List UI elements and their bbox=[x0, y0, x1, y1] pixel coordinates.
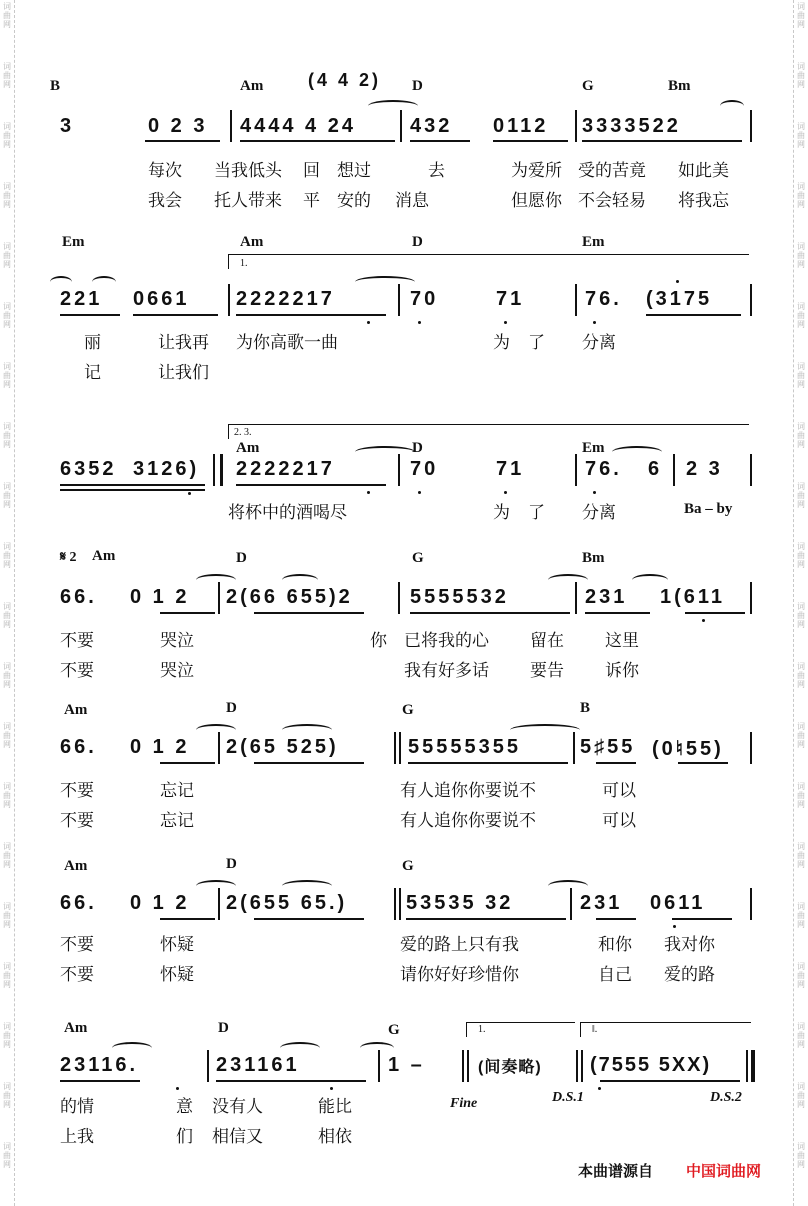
lyric-line-1: 我对你 bbox=[664, 935, 715, 955]
lyric-line-1: 为 bbox=[493, 333, 510, 353]
low-octave-dot bbox=[367, 491, 370, 494]
note-group: 0661 bbox=[133, 288, 190, 310]
bar-line bbox=[394, 732, 396, 764]
bar-line bbox=[378, 1050, 380, 1082]
note-group: 432 bbox=[410, 115, 453, 137]
note-group: (4 4 2) bbox=[308, 70, 382, 90]
lyric-line-2: 将我忘 bbox=[678, 191, 729, 211]
bar-line bbox=[399, 732, 401, 764]
watermark-text: 词 曲 网 bbox=[3, 602, 11, 629]
lyric-line-2: 可以 bbox=[602, 811, 636, 831]
slur bbox=[510, 724, 580, 736]
beam bbox=[582, 140, 742, 142]
bar-line bbox=[399, 888, 401, 920]
chord: Em bbox=[62, 234, 85, 250]
slur bbox=[368, 100, 418, 112]
bar-line bbox=[398, 284, 400, 316]
watermark-text: 词 曲 网 bbox=[3, 482, 11, 509]
watermark-text: 词 曲 网 bbox=[3, 662, 11, 689]
note-group: 0 1 2 bbox=[130, 586, 190, 608]
note-group: 23116. bbox=[60, 1054, 139, 1076]
slur bbox=[196, 574, 236, 586]
lyric-line-1: 能比 bbox=[318, 1097, 352, 1117]
low-octave-dot bbox=[330, 1087, 333, 1090]
repeat-bar bbox=[220, 454, 223, 486]
beam bbox=[646, 314, 741, 316]
slur bbox=[632, 574, 668, 586]
watermark-text: 词 曲 网 bbox=[3, 422, 11, 449]
chord: Am bbox=[64, 702, 88, 718]
lyric-line-2: 诉你 bbox=[605, 661, 639, 681]
beam bbox=[60, 314, 120, 316]
bar-line bbox=[673, 454, 675, 486]
lyric-line-1: 留在 bbox=[530, 631, 564, 651]
slur bbox=[548, 880, 588, 892]
watermark-text: 词 曲 网 bbox=[797, 842, 805, 869]
lyric-line-1: 意 bbox=[176, 1097, 193, 1117]
beam bbox=[678, 762, 728, 764]
bar-line bbox=[750, 732, 752, 764]
watermark-text: 词 曲 网 bbox=[3, 1082, 11, 1109]
watermark-text: 词 曲 网 bbox=[3, 722, 11, 749]
lyric-line-1: 爱的路上只有我 bbox=[400, 935, 519, 955]
lyric-line-1: 丽 bbox=[84, 333, 101, 353]
lyric-line-1: 你 bbox=[370, 631, 387, 651]
lyric-line-1: 为爱所 bbox=[511, 161, 562, 181]
slur bbox=[196, 724, 236, 736]
beam bbox=[160, 918, 215, 920]
chord: D bbox=[412, 78, 423, 94]
bar-line bbox=[750, 454, 752, 486]
lyric-line-1: 了 bbox=[528, 333, 545, 353]
lyric-line-1: 每次 bbox=[148, 161, 182, 181]
lyric-line-2: 不要 bbox=[60, 661, 94, 681]
site-link[interactable]: 中国词曲网 bbox=[686, 1162, 762, 1180]
beam bbox=[145, 140, 220, 142]
lyric-line-1: 了 bbox=[528, 503, 545, 523]
lyric-line-1: 分离 bbox=[582, 503, 616, 523]
watermark-text: 词 曲 网 bbox=[797, 782, 805, 809]
beam bbox=[60, 484, 205, 486]
note-group: 2 3 bbox=[686, 458, 723, 480]
slur bbox=[92, 276, 116, 288]
lyric-line-1: 当我低头 bbox=[214, 161, 282, 181]
lyric-line-1: 回 bbox=[303, 161, 320, 181]
low-octave-dot bbox=[418, 491, 421, 494]
lyric-line-1: 可以 bbox=[602, 781, 636, 801]
lyric-line-2: 们 bbox=[176, 1127, 193, 1147]
watermark-text: 词 曲 网 bbox=[3, 362, 11, 389]
bar-line bbox=[573, 732, 575, 764]
lyric-line-2: 不要 bbox=[60, 811, 94, 831]
watermark-text: 词 曲 网 bbox=[797, 1082, 805, 1109]
bar-line bbox=[576, 1050, 578, 1082]
note-group: 0 2 3 bbox=[148, 115, 208, 137]
slur bbox=[282, 880, 332, 892]
lyric-line-2: 安的 bbox=[337, 191, 371, 211]
note-group: 1 – bbox=[388, 1054, 425, 1076]
watermark-text: 词 曲 网 bbox=[3, 782, 11, 809]
beam bbox=[596, 762, 636, 764]
beam bbox=[410, 612, 570, 614]
lyric-line-1: 想过 bbox=[337, 161, 371, 181]
watermark-text: 词 曲 网 bbox=[797, 2, 805, 29]
low-octave-dot bbox=[593, 491, 596, 494]
lyric-line-1: 有人追你你要说不 bbox=[400, 781, 536, 801]
beam bbox=[600, 1080, 740, 1082]
note-group: 0112 bbox=[493, 115, 549, 137]
lyric-line-2: 我有好多话 bbox=[404, 661, 489, 681]
lyric-line-1: 这里 bbox=[605, 631, 639, 651]
lyric-line-1: 没有人 bbox=[212, 1097, 263, 1117]
bar-line bbox=[400, 110, 402, 142]
note-group: 76. bbox=[585, 458, 622, 480]
beam bbox=[240, 140, 395, 142]
low-octave-dot bbox=[188, 492, 191, 495]
note-group: 0611 bbox=[650, 892, 706, 914]
note-group: 2222217 bbox=[236, 288, 335, 310]
chord: D bbox=[412, 234, 423, 250]
lyric-line-2: 自己 bbox=[598, 965, 632, 985]
lyric-line-1: 不要 bbox=[60, 631, 94, 651]
lyric-line-2: 忘记 bbox=[160, 811, 194, 831]
chord: G bbox=[412, 550, 424, 566]
watermark-text: 词 曲 网 bbox=[3, 842, 11, 869]
watermark-text: 词 曲 网 bbox=[3, 1142, 11, 1169]
watermark-text: 词 曲 网 bbox=[797, 542, 805, 569]
watermark-text: 词 曲 网 bbox=[797, 902, 805, 929]
bar-line bbox=[218, 732, 220, 764]
slur bbox=[355, 446, 415, 458]
note-group: 231 bbox=[585, 586, 628, 608]
watermark-text: 词 曲 网 bbox=[3, 962, 11, 989]
segno-sign: 𝄋 2 bbox=[60, 550, 77, 565]
bar-line bbox=[230, 110, 232, 142]
lyric-line-1: Ba – by bbox=[684, 501, 733, 517]
lyric-line-2: 上我 bbox=[60, 1127, 94, 1147]
lyric-line-1: 分离 bbox=[582, 333, 616, 353]
lyric-line-2: 但愿你 bbox=[511, 191, 562, 211]
beam bbox=[160, 612, 215, 614]
beam bbox=[254, 612, 364, 614]
beam bbox=[60, 1080, 140, 1082]
beam bbox=[254, 918, 364, 920]
slur bbox=[282, 724, 332, 736]
low-octave-dot bbox=[504, 491, 507, 494]
slur bbox=[280, 1042, 320, 1054]
note-group: 66. bbox=[60, 736, 97, 758]
bar-line bbox=[575, 110, 577, 142]
beam bbox=[672, 918, 732, 920]
note-group: 70 bbox=[410, 458, 439, 480]
watermark-text: 词 曲 网 bbox=[3, 2, 11, 29]
beam bbox=[685, 612, 745, 614]
beam bbox=[236, 314, 386, 316]
lyric-line-1: 的情 bbox=[60, 1097, 94, 1117]
bar-line bbox=[570, 888, 572, 920]
chord: Em bbox=[582, 440, 605, 456]
slur bbox=[282, 574, 318, 586]
lyric-line-2: 哭泣 bbox=[160, 661, 194, 681]
chord: D bbox=[226, 700, 237, 716]
chord: B bbox=[580, 700, 591, 716]
lyric-line-1: 和你 bbox=[598, 935, 632, 955]
lyric-line-1: 为你高歌一曲 bbox=[236, 333, 338, 353]
bar-line bbox=[228, 284, 230, 316]
chord: Bm bbox=[668, 78, 691, 94]
volta-bracket bbox=[228, 254, 749, 269]
slur bbox=[112, 1042, 152, 1054]
lyric-line-2: 相信又 bbox=[212, 1127, 263, 1147]
volta-label: 1. bbox=[478, 1024, 486, 1035]
watermark-text: 词 曲 网 bbox=[3, 1022, 11, 1049]
lyric-line-1: 已将我的心 bbox=[404, 631, 489, 651]
note-group: 3126) bbox=[133, 458, 200, 480]
note-group: 2(655 65.) bbox=[226, 892, 348, 914]
note-group: 53535 32 bbox=[406, 892, 514, 914]
note-group: 5♯55 bbox=[580, 736, 636, 758]
note-group: 2(65 525) bbox=[226, 736, 339, 758]
chord: D bbox=[218, 1020, 229, 1036]
chord: B bbox=[50, 78, 61, 94]
watermark-text: 词 曲 网 bbox=[797, 362, 805, 389]
beam bbox=[596, 918, 636, 920]
lyric-line-1: 不要 bbox=[60, 935, 94, 955]
note-group: 0 1 2 bbox=[130, 736, 190, 758]
lyric-line-2: 怀疑 bbox=[160, 965, 194, 985]
chord: D bbox=[226, 856, 237, 872]
volta-label: 1. bbox=[240, 258, 248, 269]
chord: G bbox=[402, 702, 414, 718]
lyric-line-2: 记 bbox=[84, 363, 101, 383]
chord: D bbox=[236, 550, 247, 566]
watermark-text: 词 曲 网 bbox=[3, 62, 11, 89]
watermark-text: 词 曲 网 bbox=[3, 902, 11, 929]
watermark-text: 词 曲 网 bbox=[797, 1142, 805, 1169]
note-group: 66. bbox=[60, 586, 97, 608]
watermark-text: 词 曲 网 bbox=[797, 422, 805, 449]
bar-line bbox=[750, 284, 752, 316]
note-group: 55555355 bbox=[408, 736, 521, 758]
source-label: 本曲谱源自 bbox=[578, 1162, 654, 1180]
lyric-line-2: 让我们 bbox=[158, 363, 209, 383]
watermark-text: 词 曲 网 bbox=[797, 62, 805, 89]
note-group: 231 bbox=[580, 892, 623, 914]
lyric-line-2: 平 bbox=[303, 191, 320, 211]
lyric-line-1: 为 bbox=[493, 503, 510, 523]
ds2-marking: D.S.2 bbox=[710, 1090, 742, 1105]
lyric-line-1: 去 bbox=[428, 161, 445, 181]
beam bbox=[408, 762, 568, 764]
lyric-line-2: 托人带来 bbox=[214, 191, 282, 211]
note-group: 71 bbox=[496, 288, 525, 310]
slur bbox=[196, 880, 236, 892]
volta-label: ‖. bbox=[592, 1024, 598, 1035]
watermark-text: 词 曲 网 bbox=[797, 122, 805, 149]
interlude-note: (间奏略) bbox=[478, 1059, 542, 1076]
repeat-bar bbox=[213, 454, 215, 486]
watermark-text: 词 曲 网 bbox=[797, 722, 805, 749]
lyric-line-2: 要告 bbox=[530, 661, 564, 681]
bar-line bbox=[398, 582, 400, 614]
chord: Am bbox=[240, 78, 264, 94]
note-group: (0♮55) bbox=[652, 738, 724, 760]
chord: G bbox=[582, 78, 594, 94]
beam bbox=[585, 612, 650, 614]
chord: D bbox=[412, 440, 423, 456]
lyric-line-2: 爱的路 bbox=[664, 965, 715, 985]
watermark-text: 词 曲 网 bbox=[797, 962, 805, 989]
chord: Em bbox=[582, 234, 605, 250]
lyric-line-2: 相依 bbox=[318, 1127, 352, 1147]
bar-line bbox=[750, 110, 752, 142]
lyric-line-2: 消息 bbox=[395, 191, 429, 211]
fine-marking: Fine bbox=[450, 1096, 478, 1111]
note-group: 66. bbox=[60, 892, 97, 914]
final-bar bbox=[746, 1050, 748, 1082]
lyric-line-1: 怀疑 bbox=[160, 935, 194, 955]
note-group: 71 bbox=[496, 458, 525, 480]
beam bbox=[133, 314, 218, 316]
chord: Am bbox=[64, 1020, 88, 1036]
lyric-line-1: 如此美 bbox=[678, 161, 729, 181]
lyric-line-2: 不会轻易 bbox=[578, 191, 646, 211]
note-group: 2222217 bbox=[236, 458, 335, 480]
watermark-text: 词 曲 网 bbox=[3, 542, 11, 569]
note-group: (3175 bbox=[646, 288, 713, 310]
low-octave-dot bbox=[673, 925, 676, 928]
volta-bracket bbox=[228, 424, 749, 439]
beam bbox=[60, 489, 205, 491]
beam bbox=[406, 918, 566, 920]
chord: Bm bbox=[582, 550, 605, 566]
lyric-line-1: 将杯中的酒喝尽 bbox=[228, 503, 347, 523]
high-octave-dot bbox=[676, 280, 679, 283]
bar-line bbox=[462, 1050, 464, 1082]
note-group: 5555532 bbox=[410, 586, 509, 608]
slur bbox=[355, 276, 415, 288]
watermark-text: 词 曲 网 bbox=[3, 302, 11, 329]
lyric-line-2: 有人追你你要说不 bbox=[400, 811, 536, 831]
lyric-line-1: 哭泣 bbox=[160, 631, 194, 651]
lyric-line-1: 让我再 bbox=[158, 333, 209, 353]
watermark-text: 词 曲 网 bbox=[797, 662, 805, 689]
note-group: 2(66 655)2 bbox=[226, 586, 353, 608]
slur bbox=[360, 1042, 394, 1054]
chord: G bbox=[388, 1022, 400, 1038]
note-group: 70 bbox=[410, 288, 439, 310]
watermark-text: 词 曲 网 bbox=[797, 602, 805, 629]
bar-line bbox=[581, 1050, 583, 1082]
beam bbox=[216, 1080, 366, 1082]
low-octave-dot bbox=[367, 321, 370, 324]
note-group: 231161 bbox=[216, 1054, 300, 1076]
lyric-line-1: 忘记 bbox=[160, 781, 194, 801]
volta-label: 2. 3. bbox=[234, 427, 252, 438]
watermark-text: 词 曲 网 bbox=[797, 1022, 805, 1049]
watermark-text: 词 曲 网 bbox=[3, 182, 11, 209]
beam bbox=[493, 140, 568, 142]
lyric-line-1: 不要 bbox=[60, 781, 94, 801]
bar-line bbox=[750, 582, 752, 614]
chord: G bbox=[402, 858, 414, 874]
note-group: 76. bbox=[585, 288, 622, 310]
slur bbox=[548, 574, 588, 586]
beam bbox=[236, 484, 386, 486]
bar-line bbox=[575, 582, 577, 614]
chord: Am bbox=[236, 440, 260, 456]
note-group: 3333522 bbox=[582, 115, 681, 137]
bar-line bbox=[207, 1050, 209, 1082]
note-group: 0 1 2 bbox=[130, 892, 190, 914]
note-group: 221 bbox=[60, 288, 103, 310]
bar-line bbox=[575, 284, 577, 316]
slur bbox=[50, 276, 72, 288]
note-group: 6 bbox=[648, 458, 663, 480]
note-group: 4444 4 24 bbox=[240, 115, 356, 137]
volta-bracket bbox=[580, 1022, 751, 1037]
bar-line bbox=[218, 888, 220, 920]
bar-line bbox=[218, 582, 220, 614]
watermark-text: 词 曲 网 bbox=[797, 182, 805, 209]
note-group: (7555 5XX) bbox=[590, 1054, 712, 1076]
watermark-text: 词 曲 网 bbox=[3, 122, 11, 149]
lyric-line-2: 请你好好珍惜你 bbox=[400, 965, 519, 985]
low-octave-dot bbox=[593, 321, 596, 324]
chord: Am bbox=[64, 858, 88, 874]
final-bar bbox=[751, 1050, 755, 1082]
chord: Am bbox=[92, 548, 116, 564]
beam bbox=[410, 140, 470, 142]
watermark-text: 词 曲 网 bbox=[797, 302, 805, 329]
lyric-line-1: 受的苦竟 bbox=[578, 161, 646, 181]
slur bbox=[720, 100, 744, 112]
low-octave-dot bbox=[176, 1087, 179, 1090]
beam bbox=[160, 762, 215, 764]
beam bbox=[254, 762, 364, 764]
note-group: 3 bbox=[60, 115, 75, 137]
chord: Am bbox=[240, 234, 264, 250]
bar-line bbox=[575, 454, 577, 486]
note-group: 1(611 bbox=[660, 586, 726, 608]
ds1-marking: D.S.1 bbox=[552, 1090, 584, 1105]
low-octave-dot bbox=[598, 1087, 601, 1090]
watermark-text: 词 曲 网 bbox=[797, 242, 805, 269]
note-group: 6352 bbox=[60, 458, 117, 480]
bar-line bbox=[750, 888, 752, 920]
watermark-text: 词 曲 网 bbox=[3, 242, 11, 269]
lyric-line-2: 不要 bbox=[60, 965, 94, 985]
bar-line bbox=[394, 888, 396, 920]
watermark-text: 词 曲 网 bbox=[797, 482, 805, 509]
slur bbox=[612, 446, 662, 458]
low-octave-dot bbox=[418, 321, 421, 324]
lyric-line-2: 我会 bbox=[148, 191, 182, 211]
low-octave-dot bbox=[504, 321, 507, 324]
low-octave-dot bbox=[702, 619, 705, 622]
bar-line bbox=[467, 1050, 469, 1082]
bar-line bbox=[398, 454, 400, 486]
